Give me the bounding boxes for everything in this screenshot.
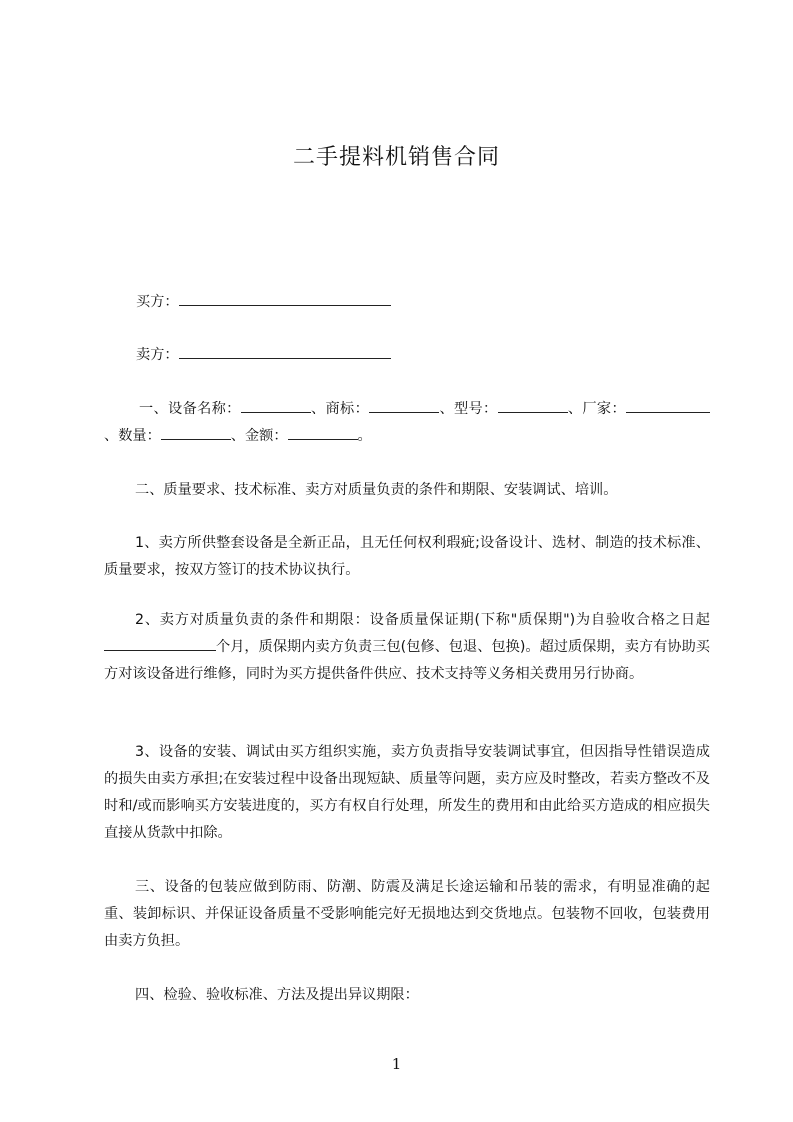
section-1-end: 。	[357, 428, 372, 444]
manufacturer-blank[interactable]	[626, 398, 710, 413]
document-title: 二手提料机销售合同	[292, 145, 500, 170]
buyer-blank[interactable]	[179, 291, 391, 306]
seller-blank[interactable]	[179, 344, 391, 359]
model-blank[interactable]	[498, 398, 568, 413]
buyer-line	[136, 289, 742, 316]
clause-2	[104, 607, 710, 688]
seller-label: 卖方：	[136, 347, 179, 363]
section-4-heading: 四、检验、验收标准、方法及提出异议期限：	[135, 987, 419, 1003]
trademark-label: 、商标：	[310, 401, 370, 417]
section-2-heading: 二、质量要求、技术标准、卖方对质量负责的条件和期限、安装调试、培训。	[135, 482, 618, 498]
equipment-name-blank[interactable]	[241, 398, 311, 413]
quantity-label: 、数量：	[104, 428, 161, 444]
clause-2-part-2: 个月，质保期内卖方负责三包(包修、包退、包换)。超过质保期，卖方有协助买方对该设备进行维修，同时为买方提供备件供应、技术支持等义务相关费用另行协商。	[104, 639, 710, 682]
manufacturer-label: 、厂家：	[567, 401, 626, 417]
buyer-label: 买方：	[136, 294, 179, 310]
quantity-blank[interactable]	[161, 425, 231, 440]
trademark-blank[interactable]	[369, 398, 439, 413]
amount-label: 、金额：	[230, 428, 288, 444]
amount-blank[interactable]	[288, 425, 358, 440]
warranty-months-blank[interactable]	[104, 636, 216, 651]
model-label: 、型号：	[439, 401, 498, 417]
section-3-packaging: 三、设备的包装应做到防雨、防潮、防震及满足长途运输和吊装的需求，有明显准确的起重、装卸标识、并保证设备质量不受影响能完好无损地达到交货地点。包装物不回收，包装费用由卖方负担。	[104, 879, 710, 949]
seller-line	[136, 342, 742, 369]
clause-2-part-1: 2、卖方对质量负责的条件和期限：设备质量保证期(下称"质保期")为自验收合格之日起	[135, 612, 710, 628]
page-number: 1	[391, 1055, 402, 1073]
clause-1: 1、卖方所供整套设备是全新正品，且无任何权利瑕疵;设备设计、选材、制造的技术标准、质量要求，按双方签订的技术协议执行。	[104, 535, 710, 578]
section-1-equipment	[104, 396, 710, 450]
clause-3: 3、设备的安装、调试由买方组织实施，卖方负责指导安装调试事宜，但因指导性错误造成的损失由卖方承担;在安装过程中设备出现短缺、质量等问题，卖方应及时整改，若卖方整改不及时和/或而影响买方安装进度的，买方有权自行处理，所发生的费用和由此给买方造成的相应损失直接从货款中扣除。	[104, 744, 710, 841]
equipment-name-label: 一、设备名称：	[139, 401, 241, 417]
